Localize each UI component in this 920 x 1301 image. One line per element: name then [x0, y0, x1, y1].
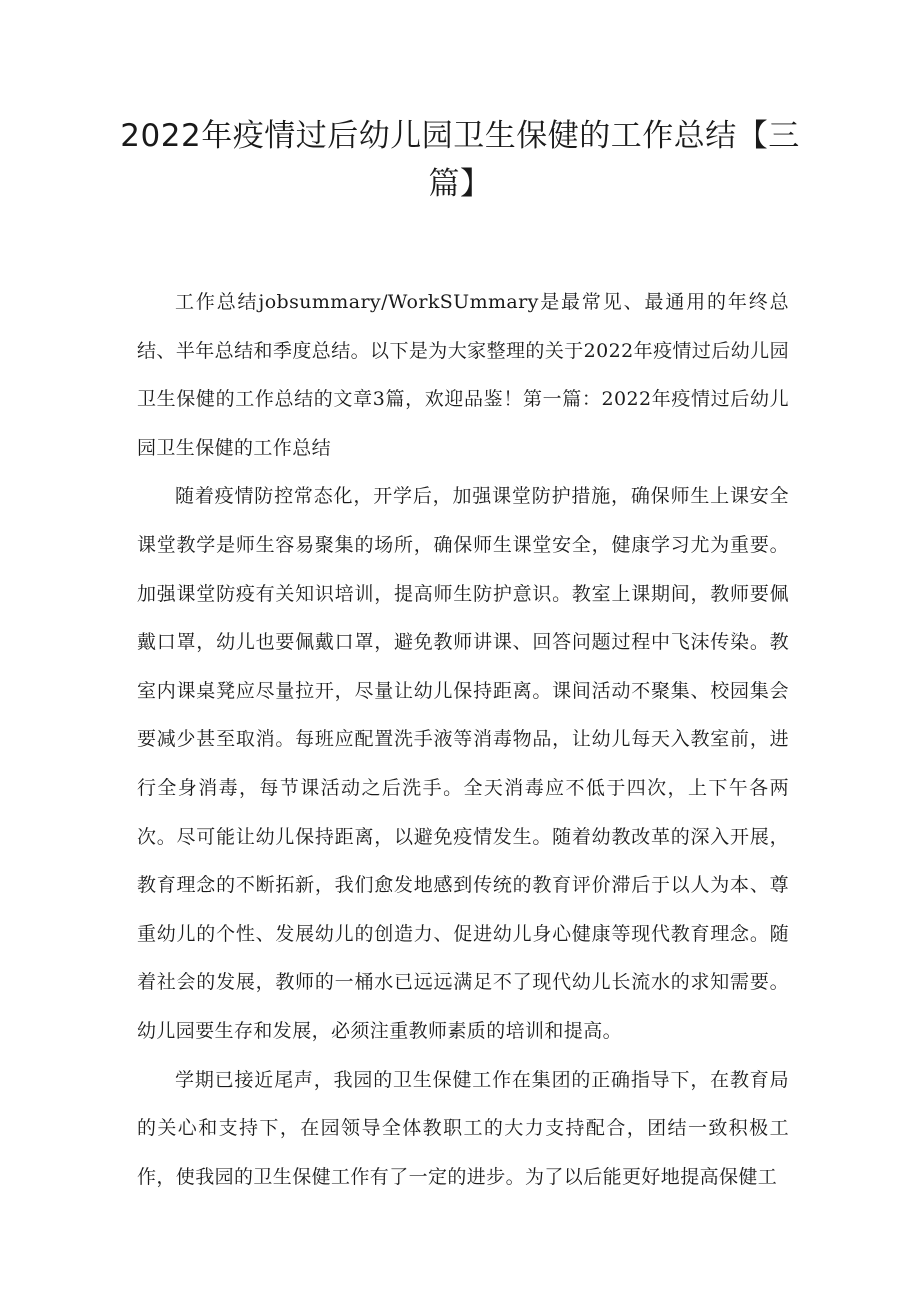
document-body	[137, 278, 789, 1201]
paragraph-semester-summary: 学期已接近尾声，我园的卫生保健工作在集团的正确指导下，在教育局的关心和支持下，在园领导全体教职工的大力支持配合，团结一致积极工作，使我园的卫生保健工作有了一定的进步。为了以后能更好地提高保健工	[137, 1068, 789, 1188]
paragraph-intro: 工作总结jobsummary/WorkSUmmary是最常见、最通用的年终总结、半年总结和季度总结。以下是为大家整理的关于2022年疫情过后幼儿园卫生保健的工作总结的文章3篇，欢迎品鉴！第一篇：2022年疫情过后幼儿园卫生保健的工作总结	[137, 291, 789, 459]
paragraph-epidemic-prevention: 随着疫情防控常态化，开学后，加强课堂防护措施，确保师生上课安全课堂教学是师生容易聚集的场所，确保师生课堂安全，健康学习尤为重要。加强课堂防疫有关知识培训，提高师生防护意识。教室上课期间，教师要佩戴口罩，幼儿也要佩戴口罩，避免教师讲课、回答问题过程中飞沫传染。教室内课桌凳应尽量拉开，尽量让幼儿保持距离。课间活动不聚集、校园集会要减少甚至取消。每班应配置洗手液等消毒物品，让幼儿每天入教室前，进行全身消毒，每节课活动之后洗手。全天消毒应不低于四次，上下午各两次。尽可能让幼儿保持距离，以避免疫情发生。随着幼教改革的深入开展，教育理念的不断拓新，我们愈发地感到传统的教育评价滞后于以人为本、尊重幼儿的个性、发展幼儿的创造力、促进幼儿身心健康等现代教育理念。随着社会的发展，教师的一桶水已远远满足不了现代幼儿长流水的求知需要。幼儿园要生存和发展，必须注重教师素质的培训和提高。	[137, 485, 789, 1042]
document-title: 2022年疫情过后幼儿园卫生保健的工作总结【三篇】	[120, 118, 800, 202]
